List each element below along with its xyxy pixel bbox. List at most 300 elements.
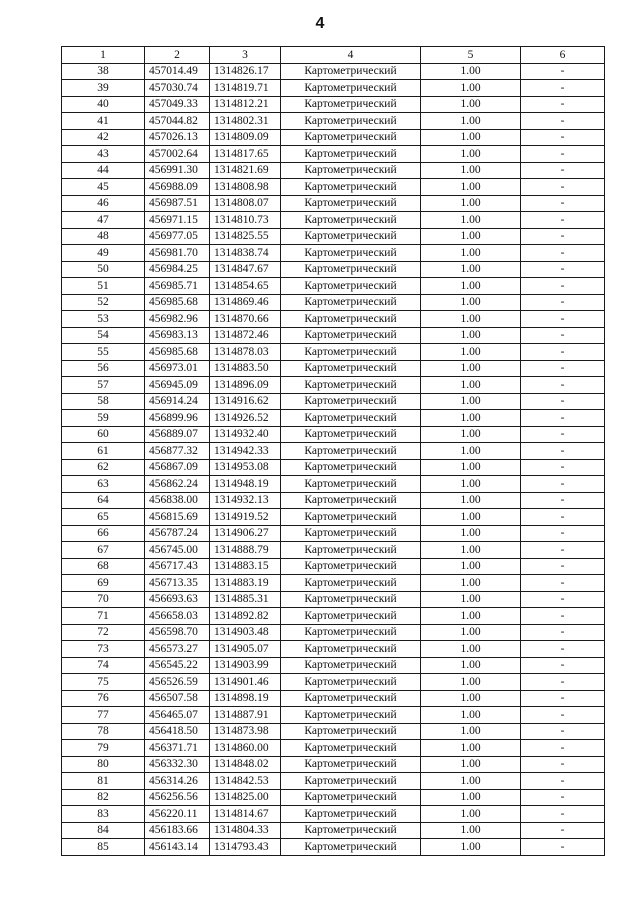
accuracy-cell: 1.00: [421, 212, 521, 229]
coord-y-cell: 1314817.65: [210, 146, 281, 163]
coord-y-cell: 1314804.33: [210, 822, 281, 839]
coord-y-cell: 1314888.79: [210, 542, 281, 559]
coord-y-cell: 1314885.31: [210, 591, 281, 608]
table-row: [62, 228, 605, 245]
method-cell: Картометрический: [281, 542, 421, 559]
table-row: [62, 377, 605, 394]
note-cell: -: [521, 839, 605, 856]
coord-x-cell: 456945.09: [145, 377, 210, 394]
coord-x-cell: 456889.07: [145, 426, 210, 443]
table-row: [62, 63, 605, 80]
coordinates-table: [61, 46, 605, 856]
method-cell: Картометрический: [281, 707, 421, 724]
coord-y-cell: 1314814.67: [210, 806, 281, 823]
coord-x-cell: 456971.15: [145, 212, 210, 229]
method-cell: Картометрический: [281, 624, 421, 641]
accuracy-cell: 1.00: [421, 608, 521, 625]
table-row: [62, 212, 605, 229]
point-number-cell: 56: [62, 360, 145, 377]
coord-y-cell: 1314810.73: [210, 212, 281, 229]
table-row: [62, 327, 605, 344]
note-cell: -: [521, 641, 605, 658]
note-cell: -: [521, 278, 605, 295]
note-cell: -: [521, 311, 605, 328]
accuracy-cell: 1.00: [421, 327, 521, 344]
note-cell: -: [521, 410, 605, 427]
point-number-cell: 64: [62, 492, 145, 509]
method-cell: Картометрический: [281, 476, 421, 493]
coord-y-cell: 1314892.82: [210, 608, 281, 625]
coord-y-cell: 1314942.33: [210, 443, 281, 460]
note-cell: -: [521, 212, 605, 229]
coord-y-cell: 1314808.07: [210, 195, 281, 212]
point-number-cell: 63: [62, 476, 145, 493]
method-cell: Картометрический: [281, 657, 421, 674]
note-cell: -: [521, 608, 605, 625]
point-number-cell: 54: [62, 327, 145, 344]
method-cell: Картометрический: [281, 426, 421, 443]
accuracy-cell: 1.00: [421, 113, 521, 130]
point-number-cell: 78: [62, 723, 145, 740]
coord-y-cell: 1314905.07: [210, 641, 281, 658]
table-row: [62, 96, 605, 113]
accuracy-cell: 1.00: [421, 476, 521, 493]
table-row: [62, 344, 605, 361]
accuracy-cell: 1.00: [421, 393, 521, 410]
coord-x-cell: 456545.22: [145, 657, 210, 674]
coord-y-cell: 1314887.91: [210, 707, 281, 724]
point-number-cell: 59: [62, 410, 145, 427]
column-header-5: 5: [421, 47, 521, 64]
coord-y-cell: 1314802.31: [210, 113, 281, 130]
note-cell: -: [521, 822, 605, 839]
coord-y-cell: 1314898.19: [210, 690, 281, 707]
method-cell: Картометрический: [281, 344, 421, 361]
accuracy-cell: 1.00: [421, 839, 521, 856]
point-number-cell: 83: [62, 806, 145, 823]
accuracy-cell: 1.00: [421, 591, 521, 608]
note-cell: -: [521, 393, 605, 410]
table-row: [62, 558, 605, 575]
coord-x-cell: 456982.96: [145, 311, 210, 328]
table-row: [62, 311, 605, 328]
coord-x-cell: 456598.70: [145, 624, 210, 641]
table-row: [62, 294, 605, 311]
point-number-cell: 80: [62, 756, 145, 773]
note-cell: -: [521, 344, 605, 361]
point-number-cell: 58: [62, 393, 145, 410]
coord-x-cell: 456314.26: [145, 773, 210, 790]
note-cell: -: [521, 542, 605, 559]
accuracy-cell: 1.00: [421, 542, 521, 559]
table-row: [62, 839, 605, 856]
method-cell: Картометрический: [281, 129, 421, 146]
accuracy-cell: 1.00: [421, 146, 521, 163]
coord-y-cell: 1314812.21: [210, 96, 281, 113]
table-row: [62, 624, 605, 641]
table-row: [62, 690, 605, 707]
method-cell: Картометрический: [281, 674, 421, 691]
method-cell: Картометрический: [281, 558, 421, 575]
coord-x-cell: 456815.69: [145, 509, 210, 526]
note-cell: -: [521, 179, 605, 196]
table-row: [62, 393, 605, 410]
method-cell: Картометрический: [281, 410, 421, 427]
method-cell: Картометрический: [281, 80, 421, 97]
coord-y-cell: 1314847.67: [210, 261, 281, 278]
coord-x-cell: 456220.11: [145, 806, 210, 823]
coord-x-cell: 456418.50: [145, 723, 210, 740]
method-cell: Картометрический: [281, 756, 421, 773]
coord-y-cell: 1314825.00: [210, 789, 281, 806]
coord-y-cell: 1314926.52: [210, 410, 281, 427]
table-row: [62, 443, 605, 460]
coord-x-cell: 456914.24: [145, 393, 210, 410]
point-number-cell: 76: [62, 690, 145, 707]
table-row: [62, 195, 605, 212]
accuracy-cell: 1.00: [421, 789, 521, 806]
coord-y-cell: 1314932.13: [210, 492, 281, 509]
coord-y-cell: 1314838.74: [210, 245, 281, 262]
accuracy-cell: 1.00: [421, 806, 521, 823]
table-row: [62, 278, 605, 295]
table-row: [62, 723, 605, 740]
method-cell: Картометрический: [281, 327, 421, 344]
point-number-cell: 74: [62, 657, 145, 674]
point-number-cell: 44: [62, 162, 145, 179]
method-cell: Картометрический: [281, 278, 421, 295]
method-cell: Картометрический: [281, 690, 421, 707]
coord-y-cell: 1314819.71: [210, 80, 281, 97]
coord-x-cell: 456745.00: [145, 542, 210, 559]
point-number-cell: 67: [62, 542, 145, 559]
accuracy-cell: 1.00: [421, 261, 521, 278]
point-number-cell: 81: [62, 773, 145, 790]
point-number-cell: 39: [62, 80, 145, 97]
note-cell: -: [521, 789, 605, 806]
table-row: [62, 80, 605, 97]
note-cell: -: [521, 707, 605, 724]
method-cell: Картометрический: [281, 212, 421, 229]
accuracy-cell: 1.00: [421, 723, 521, 740]
note-cell: -: [521, 327, 605, 344]
point-number-cell: 52: [62, 294, 145, 311]
accuracy-cell: 1.00: [421, 344, 521, 361]
coord-x-cell: 456987.51: [145, 195, 210, 212]
table-row: [62, 740, 605, 757]
coord-x-cell: 457014.49: [145, 63, 210, 80]
method-cell: Картометрический: [281, 789, 421, 806]
coord-y-cell: 1314883.50: [210, 360, 281, 377]
accuracy-cell: 1.00: [421, 377, 521, 394]
table-row: [62, 707, 605, 724]
note-cell: -: [521, 756, 605, 773]
table-row: [62, 756, 605, 773]
table-row: [62, 773, 605, 790]
note-cell: -: [521, 426, 605, 443]
note-cell: -: [521, 443, 605, 460]
method-cell: Картометрический: [281, 146, 421, 163]
method-cell: Картометрический: [281, 723, 421, 740]
table-row: [62, 806, 605, 823]
point-number-cell: 42: [62, 129, 145, 146]
table-body: [62, 63, 605, 855]
accuracy-cell: 1.00: [421, 657, 521, 674]
table-row: [62, 641, 605, 658]
coord-y-cell: 1314809.09: [210, 129, 281, 146]
point-number-cell: 61: [62, 443, 145, 460]
point-number-cell: 53: [62, 311, 145, 328]
coord-x-cell: 456877.32: [145, 443, 210, 460]
coord-y-cell: 1314821.69: [210, 162, 281, 179]
coord-x-cell: 456787.24: [145, 525, 210, 542]
note-cell: -: [521, 245, 605, 262]
note-cell: -: [521, 657, 605, 674]
coord-x-cell: 456183.66: [145, 822, 210, 839]
accuracy-cell: 1.00: [421, 509, 521, 526]
method-cell: Картометрический: [281, 575, 421, 592]
accuracy-cell: 1.00: [421, 80, 521, 97]
method-cell: Картометрический: [281, 113, 421, 130]
coord-x-cell: 457002.64: [145, 146, 210, 163]
point-number-cell: 57: [62, 377, 145, 394]
table-row: [62, 459, 605, 476]
note-cell: -: [521, 525, 605, 542]
point-number-cell: 73: [62, 641, 145, 658]
accuracy-cell: 1.00: [421, 426, 521, 443]
table-row: [62, 591, 605, 608]
coord-y-cell: 1314953.08: [210, 459, 281, 476]
point-number-cell: 46: [62, 195, 145, 212]
page-number: 4: [315, 15, 325, 32]
method-cell: Картометрический: [281, 162, 421, 179]
accuracy-cell: 1.00: [421, 245, 521, 262]
point-number-cell: 47: [62, 212, 145, 229]
method-cell: Картометрический: [281, 509, 421, 526]
accuracy-cell: 1.00: [421, 195, 521, 212]
coord-x-cell: 456984.25: [145, 261, 210, 278]
accuracy-cell: 1.00: [421, 96, 521, 113]
accuracy-cell: 1.00: [421, 690, 521, 707]
point-number-cell: 70: [62, 591, 145, 608]
note-cell: -: [521, 509, 605, 526]
table-row: [62, 492, 605, 509]
note-cell: -: [521, 806, 605, 823]
point-number-cell: 51: [62, 278, 145, 295]
coord-y-cell: 1314793.43: [210, 839, 281, 856]
table-row: [62, 575, 605, 592]
coord-y-cell: 1314873.98: [210, 723, 281, 740]
note-cell: -: [521, 690, 605, 707]
accuracy-cell: 1.00: [421, 63, 521, 80]
coord-x-cell: 456526.59: [145, 674, 210, 691]
coord-x-cell: 457026.13: [145, 129, 210, 146]
coord-y-cell: 1314948.19: [210, 476, 281, 493]
coord-x-cell: 456985.68: [145, 344, 210, 361]
table-row: [62, 261, 605, 278]
column-header-6: 6: [521, 47, 605, 64]
method-cell: Картометрический: [281, 311, 421, 328]
coord-x-cell: 456985.71: [145, 278, 210, 295]
coord-y-cell: 1314860.00: [210, 740, 281, 757]
accuracy-cell: 1.00: [421, 278, 521, 295]
accuracy-cell: 1.00: [421, 707, 521, 724]
coord-y-cell: 1314901.46: [210, 674, 281, 691]
note-cell: -: [521, 740, 605, 757]
coord-x-cell: 456838.00: [145, 492, 210, 509]
note-cell: -: [521, 360, 605, 377]
method-cell: Картометрический: [281, 377, 421, 394]
method-cell: Картометрический: [281, 822, 421, 839]
table-row: [62, 608, 605, 625]
coord-x-cell: 456465.07: [145, 707, 210, 724]
coord-y-cell: 1314916.62: [210, 393, 281, 410]
method-cell: Картометрический: [281, 245, 421, 262]
table-row: [62, 113, 605, 130]
coord-y-cell: 1314869.46: [210, 294, 281, 311]
point-number-cell: 49: [62, 245, 145, 262]
point-number-cell: 45: [62, 179, 145, 196]
accuracy-cell: 1.00: [421, 228, 521, 245]
note-cell: -: [521, 575, 605, 592]
note-cell: -: [521, 492, 605, 509]
note-cell: -: [521, 261, 605, 278]
method-cell: Картометрический: [281, 492, 421, 509]
method-cell: Картометрический: [281, 641, 421, 658]
table-row: [62, 146, 605, 163]
coord-x-cell: 456143.14: [145, 839, 210, 856]
method-cell: Картометрический: [281, 591, 421, 608]
point-number-cell: 65: [62, 509, 145, 526]
coord-x-cell: 456658.03: [145, 608, 210, 625]
point-number-cell: 40: [62, 96, 145, 113]
coord-y-cell: 1314870.66: [210, 311, 281, 328]
point-number-cell: 85: [62, 839, 145, 856]
note-cell: -: [521, 674, 605, 691]
method-cell: Картометрический: [281, 261, 421, 278]
method-cell: Картометрический: [281, 773, 421, 790]
column-header-4: 4: [281, 47, 421, 64]
coord-x-cell: 456981.70: [145, 245, 210, 262]
method-cell: Картометрический: [281, 179, 421, 196]
note-cell: -: [521, 162, 605, 179]
method-cell: Картометрический: [281, 525, 421, 542]
point-number-cell: 62: [62, 459, 145, 476]
note-cell: -: [521, 96, 605, 113]
accuracy-cell: 1.00: [421, 525, 521, 542]
table-row: [62, 822, 605, 839]
note-cell: -: [521, 129, 605, 146]
method-cell: Картометрический: [281, 393, 421, 410]
table-row: [62, 657, 605, 674]
point-number-cell: 75: [62, 674, 145, 691]
note-cell: -: [521, 113, 605, 130]
coord-x-cell: 457049.33: [145, 96, 210, 113]
column-header-2: 2: [145, 47, 210, 64]
point-number-cell: 43: [62, 146, 145, 163]
accuracy-cell: 1.00: [421, 740, 521, 757]
point-number-cell: 84: [62, 822, 145, 839]
accuracy-cell: 1.00: [421, 179, 521, 196]
column-header-1: 1: [62, 47, 145, 64]
method-cell: Картометрический: [281, 228, 421, 245]
method-cell: Картометрический: [281, 608, 421, 625]
note-cell: -: [521, 63, 605, 80]
coord-y-cell: 1314872.46: [210, 327, 281, 344]
accuracy-cell: 1.00: [421, 443, 521, 460]
table-row: [62, 245, 605, 262]
accuracy-cell: 1.00: [421, 459, 521, 476]
note-cell: -: [521, 723, 605, 740]
table-row: [62, 525, 605, 542]
coord-x-cell: 456573.27: [145, 641, 210, 658]
method-cell: Картометрический: [281, 459, 421, 476]
point-number-cell: 41: [62, 113, 145, 130]
coord-y-cell: 1314903.48: [210, 624, 281, 641]
coord-x-cell: 456973.01: [145, 360, 210, 377]
point-number-cell: 66: [62, 525, 145, 542]
point-number-cell: 38: [62, 63, 145, 80]
point-number-cell: 79: [62, 740, 145, 757]
point-number-cell: 68: [62, 558, 145, 575]
point-number-cell: 69: [62, 575, 145, 592]
coord-y-cell: 1314826.17: [210, 63, 281, 80]
coord-y-cell: 1314896.09: [210, 377, 281, 394]
point-number-cell: 82: [62, 789, 145, 806]
point-number-cell: 77: [62, 707, 145, 724]
coord-y-cell: 1314878.03: [210, 344, 281, 361]
accuracy-cell: 1.00: [421, 492, 521, 509]
coord-x-cell: 456991.30: [145, 162, 210, 179]
coord-x-cell: 456988.09: [145, 179, 210, 196]
coord-x-cell: 456985.68: [145, 294, 210, 311]
accuracy-cell: 1.00: [421, 756, 521, 773]
coord-y-cell: 1314825.55: [210, 228, 281, 245]
point-number-cell: 60: [62, 426, 145, 443]
note-cell: -: [521, 195, 605, 212]
coord-x-cell: 456693.63: [145, 591, 210, 608]
point-number-cell: 55: [62, 344, 145, 361]
coord-y-cell: 1314883.19: [210, 575, 281, 592]
table-row: [62, 179, 605, 196]
accuracy-cell: 1.00: [421, 822, 521, 839]
accuracy-cell: 1.00: [421, 410, 521, 427]
note-cell: -: [521, 591, 605, 608]
note-cell: -: [521, 228, 605, 245]
table-row: [62, 789, 605, 806]
note-cell: -: [521, 476, 605, 493]
note-cell: -: [521, 377, 605, 394]
coord-x-cell: 456256.56: [145, 789, 210, 806]
note-cell: -: [521, 624, 605, 641]
accuracy-cell: 1.00: [421, 129, 521, 146]
coord-y-cell: 1314842.53: [210, 773, 281, 790]
coord-x-cell: 456371.71: [145, 740, 210, 757]
column-header-3: 3: [210, 47, 281, 64]
table-row: [62, 129, 605, 146]
coord-y-cell: 1314883.15: [210, 558, 281, 575]
coord-x-cell: 456713.35: [145, 575, 210, 592]
note-cell: -: [521, 80, 605, 97]
table-row: [62, 162, 605, 179]
coord-x-cell: 456332.30: [145, 756, 210, 773]
coord-y-cell: 1314903.99: [210, 657, 281, 674]
coord-y-cell: 1314808.98: [210, 179, 281, 196]
accuracy-cell: 1.00: [421, 641, 521, 658]
table-row: [62, 426, 605, 443]
table-row: [62, 509, 605, 526]
accuracy-cell: 1.00: [421, 162, 521, 179]
